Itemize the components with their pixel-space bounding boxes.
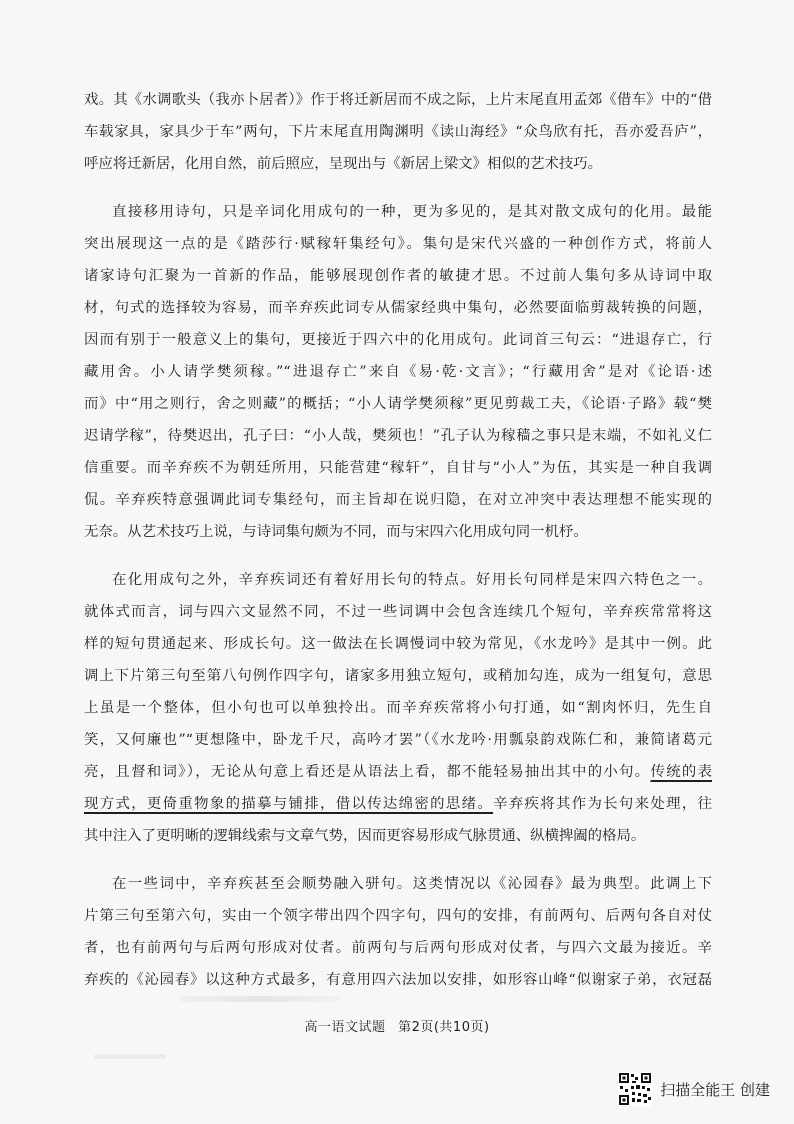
- text-line: 直接移用诗句，只是辛词化用成句的一种，更为多见的，是其对散文成句的化用。最能: [112, 204, 712, 220]
- text-line: 侃。辛弃疾特意强调此词专集经句，而主旨却在说归隐，在对立冲突中表达理想不能实现的: [84, 492, 712, 508]
- scan-artifact: [94, 1054, 166, 1059]
- text-line: 在化用成句之外，辛弃疾词还有着好用长句的特点。好用长句同样是宋四六特色之一。: [112, 572, 712, 588]
- footer-page-number: 第2页(共10页): [398, 1020, 490, 1035]
- scan-artifact: [180, 996, 340, 1002]
- text-line: 迟请学稼”，待樊迟出，孔子曰：“小人哉，樊须也！”孔子认为稼穑之事只是末端，不如礼义仁: [84, 428, 712, 444]
- text-line: 因而有别于一般意义上的集句，更接近于四六中的化用成句。此词首三句云：“进退存亡，行: [84, 332, 712, 348]
- text-line: 无奈。从艺术技巧上说，与诗词集句颇为不同，而与宋四六化用成句同一机杼。: [84, 524, 588, 540]
- text-line: 上虽是一个整体，但小句也可以单独拎出。而辛弃疾常将小句打通，如“割肉怀归，先生自: [84, 700, 712, 716]
- underlined-text: 现方式，更倚重物象的描摹与铺排，借以传达绵密的思绪。: [84, 796, 494, 812]
- watermark-text: 扫描全能王 创建: [660, 1080, 770, 1099]
- page-footer: [0, 1016, 794, 1035]
- text-line-with-underline: [84, 756, 712, 788]
- text-segment: 亮，且督和词》），无论从句意上看还是从语法上看，都不能轻易抽出其中的小句。: [84, 764, 651, 780]
- text-line-with-underline: [84, 788, 712, 820]
- paragraph-1: [84, 84, 712, 180]
- qr-code-icon: [618, 1072, 652, 1106]
- text-line: 诸家诗句汇聚为一首新的作品，能够展现创作者的敏捷才思。不过前人集句多从诗词中取: [84, 268, 712, 284]
- text-line: 车载家具，家具少于车”两句，下片末尾直用陶渊明《读山海经》“众鸟欣有托，吾亦爱吾庐”，: [84, 124, 712, 140]
- text-line: 样的短句贯通起来、形成长句。这一做法在长调慢词中较为常见，《水龙吟》是其中一例。此: [84, 636, 712, 652]
- text-line: 藏用舍。小人请学樊须稼。”“进退存亡”来自《易·乾·文言》；“行藏用舍”是对《论语·述: [84, 364, 712, 380]
- text-line: 者，也有前两句与后两句形成对仗者。前两句与后两句形成对仗者，与四六文最为接近。辛: [84, 940, 712, 956]
- document-body: [84, 84, 712, 1012]
- text-line: 弃疾的《沁园春》以这种方式最多，有意用四六法加以安排，如形容山峰“似谢家子弟，衣冠磊: [84, 972, 712, 988]
- text-line: 片第三句至第六句，实由一个领字带出四个四字句，四句的安排，有前两句、后两句各自对仗: [84, 908, 712, 924]
- text-line: 戏。其《水调歌头（我亦卜居者）》作于将迁新居而不成之际，上片末尾直用孟郊《借车》中的“借: [84, 92, 712, 108]
- text-line: 而》中“用之则行，舍之则藏”的概括；“小人请学樊须稼”更见剪裁工夫，《论语·子路》载“樊: [84, 396, 712, 412]
- text-line: 突出展现这一点的是《踏莎行·赋稼轩集经句》。集句是宋代兴盛的一种创作方式，将前人: [84, 236, 712, 252]
- text-line: 其中注入了更明晰的逻辑线索与文章气势，因而更容易形成气脉贯通、纵横捭阖的格局。: [84, 828, 646, 844]
- paragraph-4: [84, 868, 712, 996]
- text-segment: 辛弃疾将其作为长句来处理，往: [493, 796, 712, 812]
- footer-title: 高一语文试题: [304, 1020, 386, 1035]
- text-line: 调上下片第三句至第八句例作四字句，诸家多用独立短句，或稍加勾连，成为一组复句，意思: [84, 668, 712, 684]
- text-line: 信重要。而辛弃疾不为朝廷所用，只能营建“稼轩”，自甘与“小人”为伍，其实是一种自我调: [84, 460, 712, 476]
- scanner-watermark: [618, 1072, 770, 1106]
- paragraph-2: [84, 196, 712, 548]
- text-line: 呼应将迁新居，化用自然，前后照应，呈现出与《新居上梁文》相似的艺术技巧。: [84, 156, 603, 172]
- text-line: 就体式而言，词与四六文显然不同，不过一些词调中会包含连续几个短句，辛弃疾常常将这: [84, 604, 712, 620]
- text-line: 材，句式的选择较为容易，而辛弃疾此词专从儒家经典中集句，必然要面临剪裁转换的问题，: [84, 300, 712, 316]
- underlined-text: 传统的表: [650, 764, 712, 780]
- text-line: 笑，又何廉也”“更想隆中，卧龙千尺，高吟才罢”（《水龙吟·用瓢泉韵戏陈仁和，兼简诸葛元: [84, 732, 712, 748]
- text-line: 在一些词中，辛弃疾甚至会顺势融入骈句。这类情况以《沁园春》最为典型。此调上下: [112, 876, 712, 892]
- paragraph-3: [84, 564, 712, 852]
